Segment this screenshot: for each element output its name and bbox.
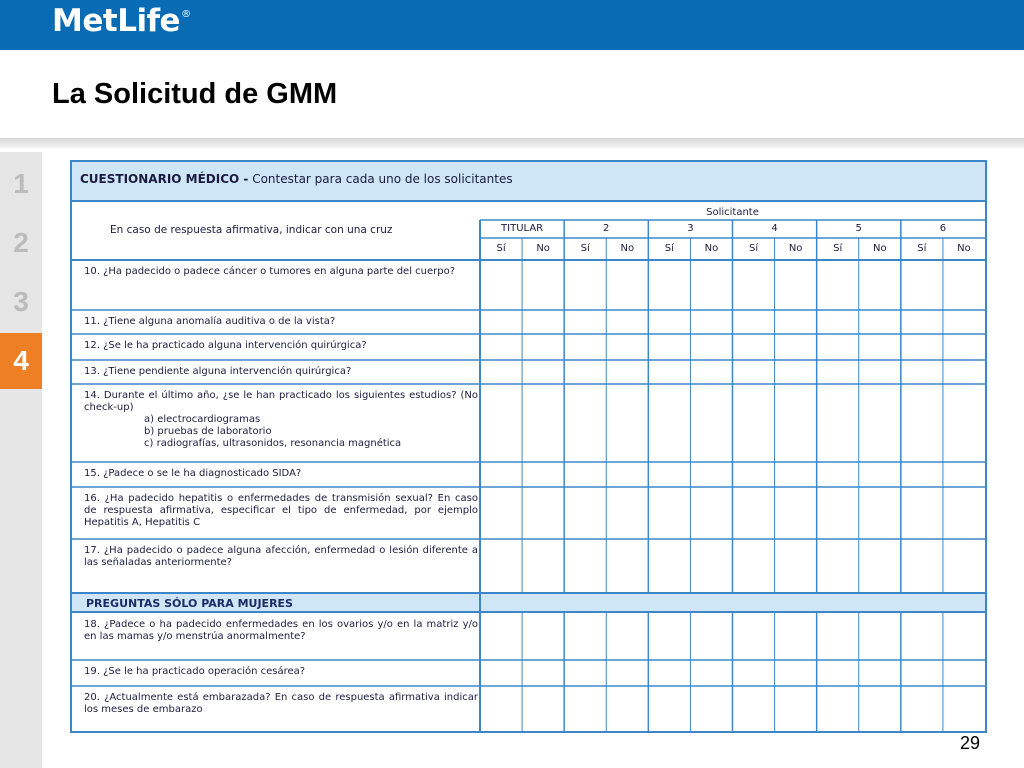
yes-answer-cell[interactable]	[649, 687, 689, 730]
no-answer-cell[interactable]	[607, 463, 647, 486]
question-text: 19. ¿Se le ha practicado operación cesárea?	[84, 666, 306, 677]
yes-column-header: Sí	[917, 243, 927, 254]
no-answer-cell[interactable]	[776, 488, 816, 538]
step-4-active[interactable]: 4	[0, 333, 42, 389]
women-section-title: PREGUNTAS SÓLO PARA MUJERES	[86, 597, 293, 610]
question-text: 13. ¿Tiene pendiente alguna intervención quirúrgica?	[84, 366, 352, 377]
question-text: 14. Durante el último año, ¿se le han practicado los siguientes estudios? (No check-up)	[84, 390, 478, 413]
metlife-logo: MetLife®	[52, 3, 191, 39]
yes-answer-cell[interactable]	[902, 463, 942, 486]
no-answer-cell[interactable]	[776, 463, 816, 486]
question-q11	[84, 316, 478, 332]
yes-answer-cell[interactable]	[565, 540, 605, 591]
question-q15	[84, 468, 478, 485]
yes-answer-cell[interactable]	[565, 661, 605, 685]
no-answer-cell[interactable]	[691, 488, 731, 538]
no-answer-cell[interactable]	[944, 385, 984, 461]
step-sidebar	[0, 152, 42, 768]
question-text: 12. ¿Se le ha practicado alguna intervención quirúrgica?	[84, 340, 367, 351]
no-answer-cell[interactable]	[691, 361, 731, 383]
yes-answer-cell[interactable]	[565, 687, 605, 730]
yes-answer-cell[interactable]	[818, 687, 858, 730]
question-q12	[84, 340, 478, 358]
no-answer-cell[interactable]	[523, 661, 563, 685]
yes-answer-cell[interactable]	[734, 385, 774, 461]
yes-answer-cell[interactable]	[818, 361, 858, 383]
no-answer-cell[interactable]	[523, 261, 563, 309]
yes-answer-cell[interactable]	[734, 540, 774, 591]
no-column-header: No	[620, 243, 635, 254]
no-answer-cell[interactable]	[776, 687, 816, 730]
yes-answer-cell[interactable]	[649, 540, 689, 591]
yes-answer-cell[interactable]	[649, 385, 689, 461]
no-answer-cell[interactable]	[691, 261, 731, 309]
yes-answer-cell[interactable]	[734, 261, 774, 309]
no-answer-cell[interactable]	[860, 361, 900, 383]
no-answer-cell[interactable]	[944, 488, 984, 538]
no-answer-cell[interactable]	[860, 261, 900, 309]
questionnaire-title: CUESTIONARIO MÉDICO - Contestar para cada uno de los solicitantes	[80, 172, 513, 186]
yes-answer-cell[interactable]	[481, 540, 521, 591]
no-answer-cell[interactable]	[860, 614, 900, 659]
page-number: 29	[959, 733, 980, 753]
yes-column-header: Sí	[664, 243, 674, 254]
yes-answer-cell[interactable]	[818, 488, 858, 538]
yes-answer-cell[interactable]	[649, 488, 689, 538]
yes-answer-cell[interactable]	[818, 661, 858, 685]
yes-answer-cell[interactable]	[649, 463, 689, 486]
yes-answer-cell[interactable]	[902, 335, 942, 359]
no-answer-cell[interactable]	[523, 361, 563, 383]
yes-answer-cell[interactable]	[565, 463, 605, 486]
no-column-header: No	[536, 243, 550, 254]
yes-answer-cell[interactable]	[565, 261, 605, 309]
brand-bar	[0, 0, 1024, 50]
no-answer-cell[interactable]	[776, 261, 816, 309]
yes-column-header: Sí	[580, 243, 590, 254]
no-answer-cell[interactable]	[691, 540, 731, 591]
no-answer-cell[interactable]	[944, 311, 984, 333]
yes-answer-cell[interactable]	[734, 311, 774, 333]
yes-answer-cell[interactable]	[734, 661, 774, 685]
no-answer-cell[interactable]	[607, 661, 647, 685]
applicant-column-3: 3	[687, 223, 694, 234]
yes-answer-cell[interactable]	[902, 385, 942, 461]
yes-answer-cell[interactable]	[734, 335, 774, 359]
yes-answer-cell[interactable]	[481, 385, 521, 461]
no-column-header: No	[872, 243, 887, 254]
yes-answer-cell[interactable]	[481, 261, 521, 309]
applicant-column-6: 6	[939, 223, 947, 234]
no-answer-cell[interactable]	[607, 335, 647, 359]
no-answer-cell[interactable]	[776, 335, 816, 359]
no-answer-cell[interactable]	[944, 614, 984, 659]
yes-answer-cell[interactable]	[565, 385, 605, 461]
slide-title: La Solicitud de GMM	[52, 78, 338, 110]
no-answer-cell[interactable]	[776, 361, 816, 383]
question-text: 20. ¿Actualmente está embarazada? En caso de respuesta afirmativa indicar los meses de embarazo	[84, 692, 478, 715]
question-text: 18. ¿Padece o ha padecido enfermedades en los ovarios y/o en la matriz y/o en las mamas y/o menstrúa anormalmente?	[84, 619, 478, 642]
yes-answer-cell[interactable]	[902, 311, 942, 333]
question-text: 17. ¿Ha padecido o padece alguna afección, enfermedad o lesión diferente a las señaladas anteriormente?	[84, 545, 478, 568]
solicitante-label: Solicitante	[706, 207, 759, 218]
yes-answer-cell[interactable]	[818, 311, 858, 333]
no-answer-cell[interactable]	[860, 335, 900, 359]
question-text: 10. ¿Ha padecido o padece cáncer o tumores en alguna parte del cuerpo?	[84, 266, 456, 277]
no-answer-cell[interactable]	[860, 661, 900, 685]
question-text: 16. ¿Ha padecido hepatitis o enfermedades de transmisión sexual? En caso de respuesta afirmativa, especificar el tipo de enfermedad, por ejemplo Hepatitis A, Hepatitis C	[84, 493, 478, 528]
yes-answer-cell[interactable]	[902, 687, 942, 730]
no-answer-cell[interactable]	[944, 361, 984, 383]
no-answer-cell[interactable]	[523, 540, 563, 591]
instruction-text: En caso de respuesta afirmativa, indicar con una cruz	[110, 224, 393, 236]
no-answer-cell[interactable]	[944, 687, 984, 730]
no-answer-cell[interactable]	[691, 614, 731, 659]
yes-answer-cell[interactable]	[818, 463, 858, 486]
no-answer-cell[interactable]	[607, 540, 647, 591]
no-answer-cell[interactable]	[691, 335, 731, 359]
yes-answer-cell[interactable]	[481, 661, 521, 685]
no-answer-cell[interactable]	[691, 661, 731, 685]
no-answer-cell[interactable]	[776, 540, 816, 591]
applicant-column-4: 4	[771, 223, 778, 234]
no-answer-cell[interactable]	[691, 311, 731, 333]
no-answer-cell[interactable]	[860, 385, 900, 461]
yes-answer-cell[interactable]	[481, 614, 521, 659]
yes-answer-cell[interactable]	[734, 488, 774, 538]
yes-answer-cell[interactable]	[481, 463, 521, 486]
yes-column-header: Sí	[748, 243, 759, 254]
no-answer-cell[interactable]	[944, 540, 984, 591]
yes-answer-cell[interactable]	[734, 687, 774, 730]
yes-answer-cell[interactable]	[481, 335, 521, 359]
step-2[interactable]: 2	[13, 227, 29, 258]
no-answer-cell[interactable]	[523, 687, 563, 730]
no-answer-cell[interactable]	[776, 614, 816, 659]
no-answer-cell[interactable]	[944, 335, 984, 359]
no-answer-cell[interactable]	[607, 261, 647, 309]
no-answer-cell[interactable]	[860, 488, 900, 538]
applicant-column-2: 2	[603, 223, 610, 234]
question-text: 15. ¿Padece o se le ha diagnosticado SIDA?	[84, 468, 302, 479]
yes-answer-cell[interactable]	[649, 261, 689, 309]
no-answer-cell[interactable]	[607, 614, 647, 659]
no-answer-cell[interactable]	[944, 463, 984, 486]
question-q10	[84, 266, 478, 308]
no-answer-cell[interactable]	[691, 463, 731, 486]
yes-answer-cell[interactable]	[902, 540, 942, 591]
question-subitem: b) pruebas de laboratorio	[144, 426, 272, 437]
yes-answer-cell[interactable]	[649, 335, 689, 359]
yes-answer-cell[interactable]	[902, 261, 942, 309]
question-q20	[84, 692, 478, 729]
no-answer-cell[interactable]	[523, 385, 563, 461]
no-answer-cell[interactable]	[860, 311, 900, 333]
question-q18	[84, 619, 478, 658]
yes-answer-cell[interactable]	[818, 540, 858, 591]
no-column-header: No	[704, 243, 719, 254]
yes-answer-cell[interactable]	[818, 385, 858, 461]
question-q17	[84, 545, 478, 590]
yes-answer-cell[interactable]	[649, 311, 689, 333]
yes-answer-cell[interactable]	[902, 488, 942, 538]
question-q16	[84, 493, 478, 537]
no-answer-cell[interactable]	[944, 661, 984, 685]
no-answer-cell[interactable]	[860, 687, 900, 730]
medical-questionnaire	[70, 160, 987, 733]
no-answer-cell[interactable]	[691, 385, 731, 461]
question-subitem: a) electrocardiogramas	[144, 414, 261, 425]
no-answer-cell[interactable]	[776, 385, 816, 461]
yes-answer-cell[interactable]	[902, 661, 942, 685]
no-answer-cell[interactable]	[523, 614, 563, 659]
yes-answer-cell[interactable]	[565, 488, 605, 538]
yes-answer-cell[interactable]	[565, 614, 605, 659]
yes-answer-cell[interactable]	[649, 614, 689, 659]
no-answer-cell[interactable]	[691, 687, 731, 730]
question-text: 11. ¿Tiene alguna anomalía auditiva o de la vista?	[84, 316, 336, 327]
question-q14	[84, 390, 478, 460]
yes-answer-cell[interactable]	[481, 361, 521, 383]
title-divider	[0, 138, 1024, 148]
question-q13	[84, 366, 478, 382]
no-answer-cell[interactable]	[607, 311, 647, 333]
no-answer-cell[interactable]	[523, 488, 563, 538]
no-answer-cell[interactable]	[776, 661, 816, 685]
yes-answer-cell[interactable]	[818, 261, 858, 309]
step-1[interactable]: 1	[13, 168, 29, 199]
no-answer-cell[interactable]	[523, 463, 563, 486]
yes-answer-cell[interactable]	[649, 661, 689, 685]
yes-answer-cell[interactable]	[565, 361, 605, 383]
no-answer-cell[interactable]	[860, 540, 900, 591]
no-answer-cell[interactable]	[776, 311, 816, 333]
question-q19	[84, 666, 478, 684]
no-answer-cell[interactable]	[523, 335, 563, 359]
yes-answer-cell[interactable]	[734, 614, 774, 659]
question-subitem: c) radiografías, ultrasonidos, resonancia magnética	[144, 438, 402, 449]
yes-answer-cell[interactable]	[649, 361, 689, 383]
applicant-column-5: 5	[855, 223, 862, 234]
yes-answer-cell[interactable]	[902, 614, 942, 659]
yes-answer-cell[interactable]	[481, 687, 521, 730]
yes-answer-cell[interactable]	[818, 614, 858, 659]
step-3[interactable]: 3	[13, 286, 29, 317]
yes-column-header: Sí	[833, 243, 843, 254]
yes-answer-cell[interactable]	[734, 361, 774, 383]
yes-answer-cell[interactable]	[902, 361, 942, 383]
no-answer-cell[interactable]	[523, 311, 563, 333]
yes-answer-cell[interactable]	[734, 463, 774, 486]
no-answer-cell[interactable]	[607, 361, 647, 383]
no-answer-cell[interactable]	[944, 261, 984, 309]
yes-answer-cell[interactable]	[481, 311, 521, 333]
yes-answer-cell[interactable]	[565, 335, 605, 359]
yes-answer-cell[interactable]	[565, 311, 605, 333]
no-answer-cell[interactable]	[860, 463, 900, 486]
no-answer-cell[interactable]	[607, 687, 647, 730]
yes-answer-cell[interactable]	[481, 488, 521, 538]
applicant-column-1: TITULAR	[501, 223, 544, 234]
no-answer-cell[interactable]	[607, 385, 647, 461]
no-column-header: No	[788, 243, 803, 254]
yes-column-header: Sí	[496, 243, 506, 254]
yes-answer-cell[interactable]	[818, 335, 858, 359]
no-answer-cell[interactable]	[607, 488, 647, 538]
no-column-header: No	[957, 243, 971, 254]
